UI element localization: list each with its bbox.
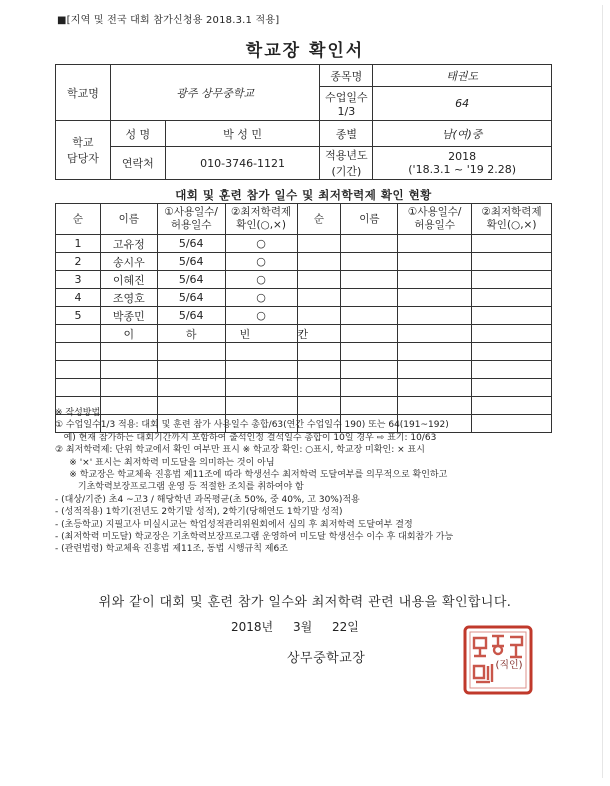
empty-cell — [297, 307, 341, 325]
blank-marker-char: 빈 — [225, 325, 297, 343]
row-name: 고유정 — [100, 235, 157, 253]
table-row — [56, 271, 552, 289]
sport-label: 종목명 — [320, 65, 373, 87]
division-value: 남(여)중 — [373, 121, 552, 147]
document-title: 학교장 확인서 — [245, 41, 365, 61]
row-name: 이혜진 — [100, 271, 157, 289]
row-no: 1 — [56, 235, 101, 253]
header-check-left-line2: 확인(○,×) — [236, 219, 286, 231]
row-no: 2 — [56, 253, 101, 271]
note-line: - (성적적용) 1학기(전년도 2학기말 성적), 2학기(당해연도 1학기말 성적) — [55, 507, 343, 518]
instructions — [55, 407, 552, 556]
note-line: ※ 학교장은 학교체육 진흥법 제11조에 따라 학생선수 최저학력 도달여부를 의무적으로 확인하고 — [55, 470, 448, 481]
empty-cell — [341, 235, 398, 253]
header-check-right-line2: 확인(○,×) — [486, 219, 537, 231]
note-line: ① 수업일수1/3 적용: 대회 및 훈련 참가 사용일수 총합/63(연간 수업일수 190) 또는 64(191~192) — [55, 420, 449, 431]
empty-cell — [341, 271, 398, 289]
row-no: 3 — [56, 271, 101, 289]
seal-label: (직인) — [495, 660, 523, 671]
principal-title: 상무중학교장 — [287, 651, 366, 666]
empty-cell — [341, 307, 398, 325]
row-check: ○ — [225, 289, 297, 307]
division-label: 종별 — [320, 121, 373, 147]
period-year: 2018 — [448, 150, 477, 163]
blank-marker-char: 하 — [157, 325, 225, 343]
empty-cell — [341, 289, 398, 307]
header-check-left-line1: ②최저학력제 — [230, 206, 292, 218]
empty-cell — [398, 325, 472, 343]
period-range: ('18.3.1 ~ '19 2.28) — [408, 163, 517, 176]
signing-date — [231, 618, 375, 635]
sport-value: 태권도 — [373, 65, 552, 87]
row-days: 5/64 — [157, 253, 225, 271]
blank-marker-char: 칸 — [297, 325, 341, 343]
class-days-value: 64 — [373, 87, 552, 121]
period-value — [373, 147, 552, 180]
empty-cell — [472, 307, 552, 325]
header-days-right-line2: 허용일수 — [414, 219, 455, 231]
header-check-right — [472, 204, 552, 235]
manager-label-line2: 담당자 — [66, 152, 99, 165]
notes-heading: ※ 작성방법 — [55, 408, 101, 418]
empty-cell — [398, 253, 472, 271]
class-days-label-line2: 1/3 — [337, 105, 356, 118]
roster-header-row — [56, 204, 552, 235]
empty-cell — [56, 325, 101, 343]
empty-cell — [472, 325, 552, 343]
header-name-right: 이름 — [341, 204, 398, 235]
header-check-left — [225, 204, 297, 235]
manager-label — [56, 121, 111, 180]
empty-cell — [297, 235, 341, 253]
name-label: 성 명 — [110, 121, 165, 147]
row-days: 5/64 — [157, 235, 225, 253]
empty-cell — [341, 253, 398, 271]
row-check: ○ — [225, 253, 297, 271]
row-days: 5/64 — [157, 307, 225, 325]
table-row — [56, 289, 552, 307]
school-info-table — [55, 64, 552, 180]
header-days-right — [398, 204, 472, 235]
date-month: 3월 — [292, 620, 313, 634]
empty-cell — [472, 271, 552, 289]
school-value: 광주 상무중학교 — [110, 65, 320, 121]
confirmation-statement: 위와 같이 대회 및 훈련 참가 일수와 최저학력 관련 내용을 확인합니다. — [98, 595, 512, 610]
header-days-right-line1: ①사용일수/ — [407, 206, 462, 218]
row-name: 박종민 — [100, 307, 157, 325]
table-row — [56, 235, 552, 253]
row-name: 송시우 — [100, 253, 157, 271]
header-no-left: 순 — [56, 204, 101, 235]
class-days-label — [320, 87, 373, 121]
participation-roster-table — [55, 203, 552, 433]
note-line: 기초학력보장프로그램 운영 등 적절한 조치를 취하여야 함 — [55, 482, 304, 493]
blank-marker-char: 이 — [100, 325, 157, 343]
roster-section-title: 대회 및 훈련 참가 일수 및 최저학력제 확인 현황 — [175, 188, 432, 202]
note-line: ※ '×' 표시는 최저학력 미도달을 의미하는 것이 아님 — [55, 457, 275, 468]
row-days: 5/64 — [157, 289, 225, 307]
table-row — [56, 253, 552, 271]
empty-cell — [297, 271, 341, 289]
header-no-right: 순 — [297, 204, 341, 235]
period-label — [320, 147, 373, 180]
empty-cell — [398, 289, 472, 307]
form-note: ■[지역 및 전국 대회 참가신청용 2018.3.1 적용] — [57, 15, 280, 26]
note-line: - (관련법령) 학교체육 진흥법 제11조, 동법 시행규칙 제6조 — [55, 544, 288, 555]
empty-cell — [472, 253, 552, 271]
empty-row — [56, 343, 552, 361]
blank-marker-row — [56, 325, 552, 343]
note-line: - (초등학교) 지필고사 미실시교는 학업성적관리위원회에서 심의 후 최저학력 도달여부 결정 — [55, 519, 413, 530]
empty-cell — [297, 289, 341, 307]
header-check-right-line1: ②최저학력제 — [481, 206, 542, 218]
empty-cell — [472, 289, 552, 307]
header-days-left — [157, 204, 225, 235]
class-days-label-line1: 수업일수 — [325, 91, 368, 104]
row-check: ○ — [225, 235, 297, 253]
note-line: 예) 현재 참가하는 대회기간까지 포함하여 출석인정 결석일수 총합이 10일 경우 ⇨ 표기: 10/63 — [55, 432, 437, 443]
empty-cell — [398, 235, 472, 253]
period-label-line2: (기간) — [331, 165, 362, 178]
empty-cell — [472, 235, 552, 253]
row-name: 조영호 — [100, 289, 157, 307]
manager-name: 박 성 민 — [165, 121, 320, 147]
date-year: 2018년 — [231, 620, 274, 634]
note-line: - (최저학력 미도달) 학교장은 기초학력보장프로그램 운영하여 미도달 학생선수 이수 후 대회참가 가능 — [55, 532, 454, 543]
row-check: ○ — [225, 271, 297, 289]
empty-row — [56, 361, 552, 379]
row-no: 5 — [56, 307, 101, 325]
period-label-line1: 적용년도 — [325, 149, 368, 162]
empty-cell — [297, 253, 341, 271]
note-line: - (대상/기준) 초4 ~고3 / 해당학년 과목평균(초 50%, 중 40%, 고 30%)적용 — [55, 494, 360, 505]
empty-row — [56, 379, 552, 397]
header-name-left: 이름 — [100, 204, 157, 235]
manager-label-line1: 학교 — [72, 136, 94, 149]
row-check: ○ — [225, 307, 297, 325]
header-days-left-line2: 허용일수 — [170, 219, 212, 231]
date-day: 22일 — [332, 620, 359, 634]
contact-value: 010-3746-1121 — [165, 147, 320, 180]
contact-label: 연락처 — [110, 147, 165, 180]
empty-cell — [398, 271, 472, 289]
note-line: ② 최저학력제: 단위 학교에서 확인 여부만 표시 ※ 학교장 확인: ○표시, 학교장 미확인: × 표시 — [55, 445, 425, 456]
table-row — [56, 307, 552, 325]
header-days-left-line1: ①사용일수/ — [164, 206, 218, 218]
empty-cell — [398, 307, 472, 325]
official-seal-icon — [462, 624, 534, 696]
empty-cell — [341, 325, 398, 343]
row-no: 4 — [56, 289, 101, 307]
school-label: 학교명 — [56, 65, 111, 121]
row-days: 5/64 — [157, 271, 225, 289]
